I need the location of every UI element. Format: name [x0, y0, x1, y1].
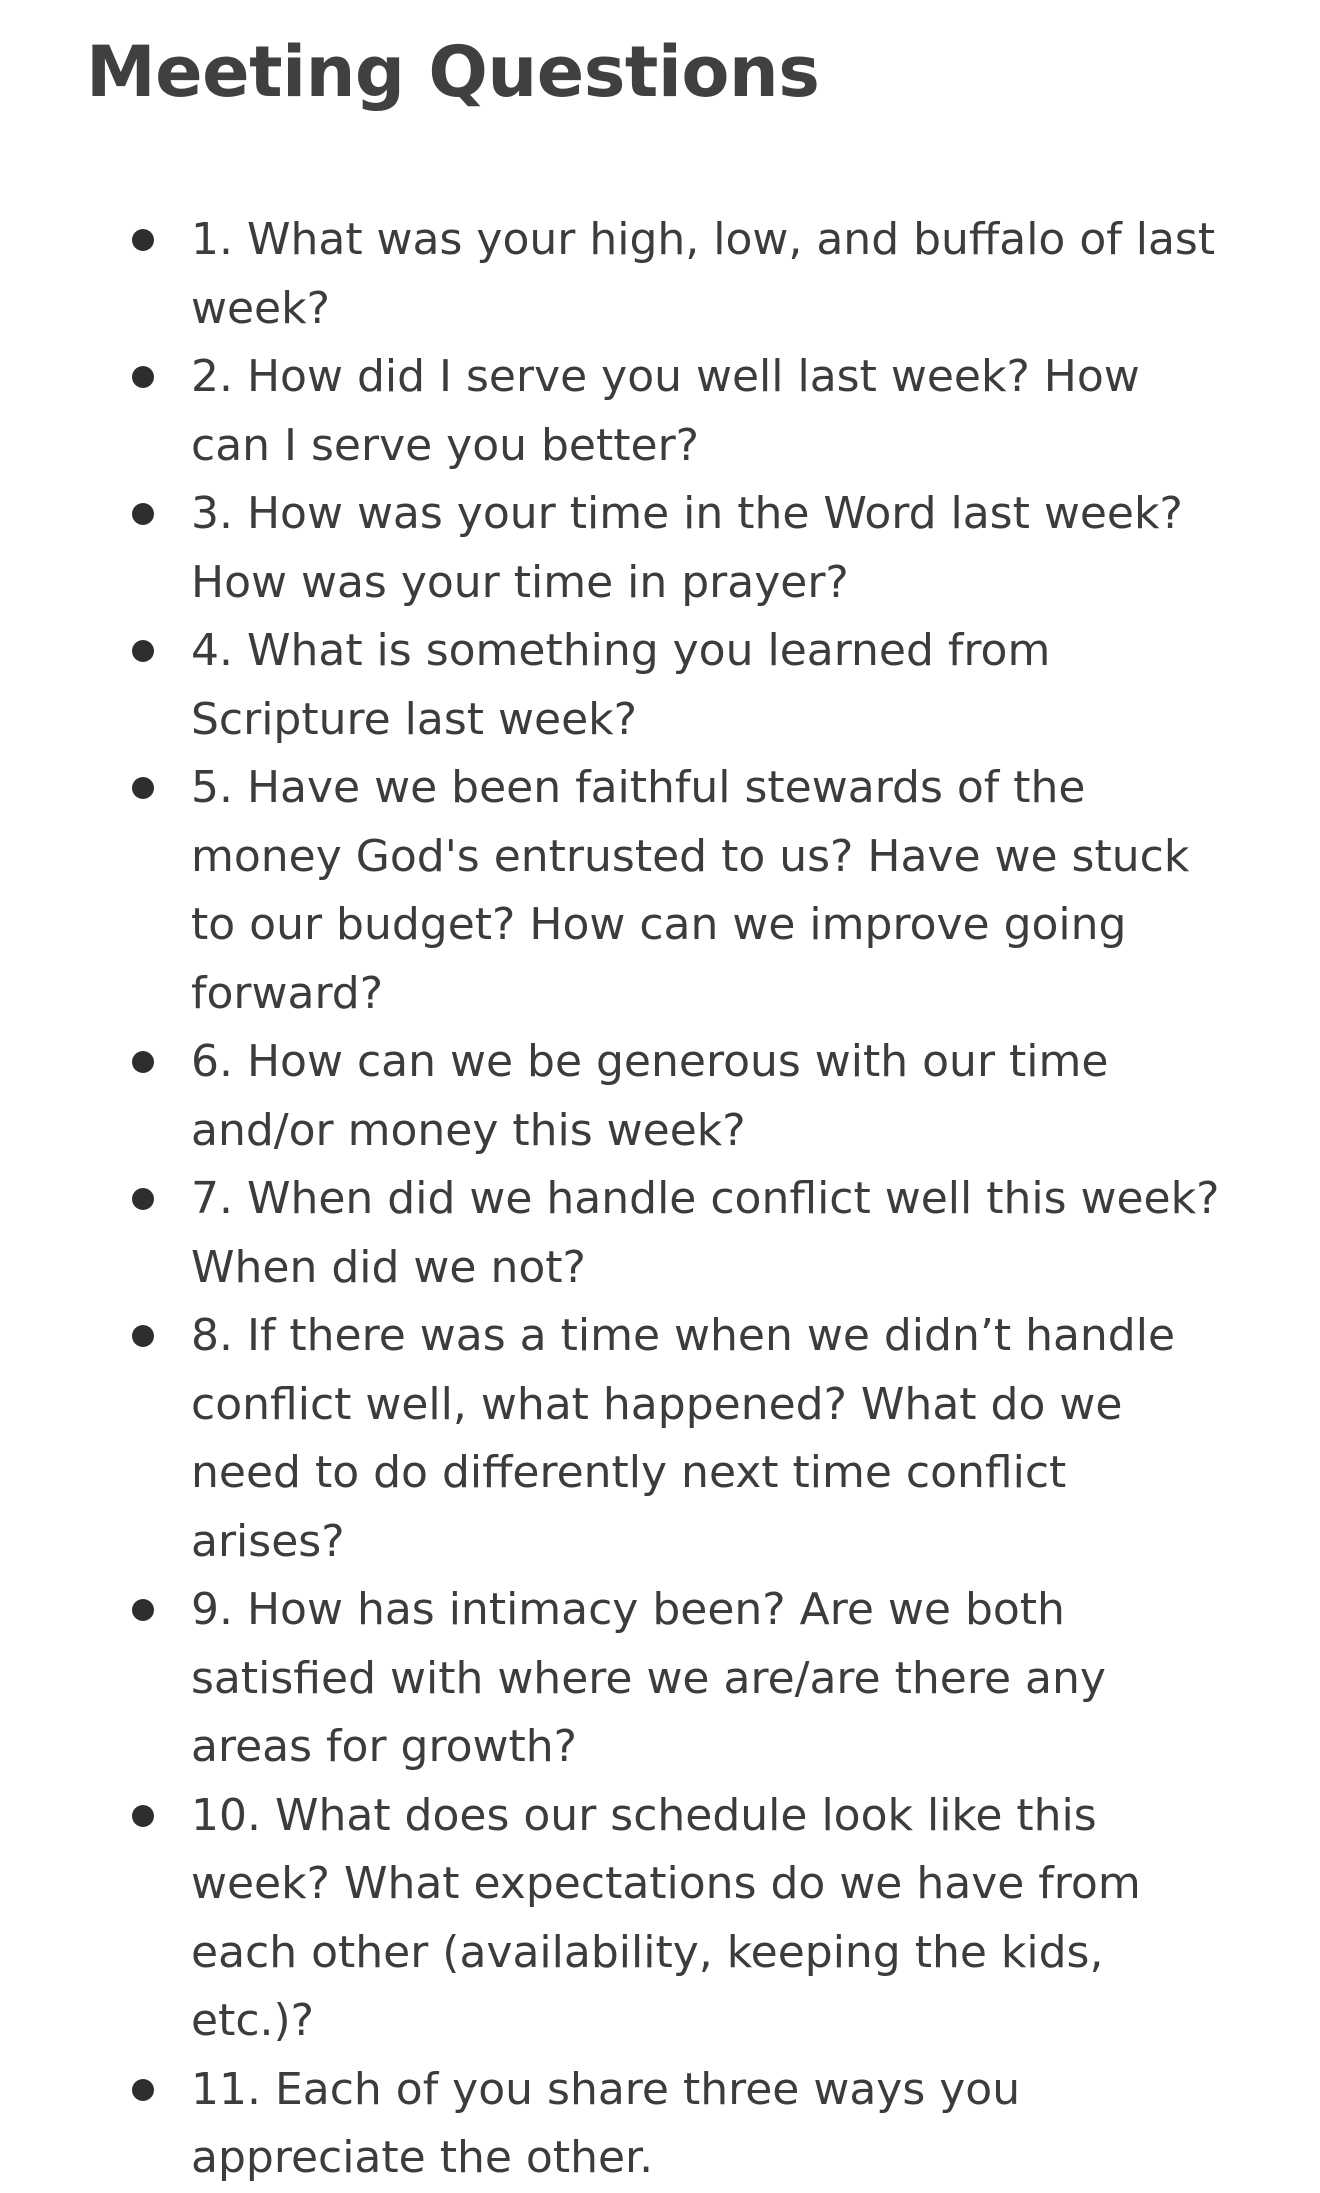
list-item [0, 206, 1231, 343]
question-text: 6. How can we be generous with our time and/or money this week? [191, 1036, 1109, 1156]
bullet-icon [132, 366, 154, 388]
bullet-icon [132, 2079, 154, 2101]
list-item [0, 1782, 1231, 2056]
question-text: 8. If there was a time when we didn’t handle conflict well, what happened? What do we need to do differently next time conflict arises? [191, 1310, 1176, 1567]
question-text: 3. How was your time in the Word last week? How was your time in prayer? [191, 488, 1183, 608]
list-item [0, 343, 1231, 480]
page-title: Meeting Questions [86, 31, 820, 113]
list-item [0, 1302, 1231, 1576]
bullet-icon [132, 1051, 154, 1073]
question-text: 5. Have we been faithful stewards of the money God's entrusted to us? Have we stuck to our budget? How can we improve going forward? [191, 762, 1190, 1019]
question-text: 11. Each of you share three ways you appreciate the other. [191, 2063, 1021, 2183]
question-text: 9. How has intimacy been? Are we both satisfied with where we are/are there any areas for growth? [191, 1584, 1106, 1772]
question-text: 7. When did we handle conflict well this week? When did we not? [191, 1173, 1220, 1293]
question-text: 4. What is something you learned from Scripture last week? [191, 625, 1051, 745]
list-item [0, 1165, 1231, 1302]
list-item [0, 754, 1231, 1028]
bullet-icon [132, 1805, 154, 1827]
list-item [0, 1028, 1231, 1165]
bullet-icon [132, 229, 154, 251]
list-item [0, 617, 1231, 754]
bullet-icon [132, 503, 154, 525]
bullet-icon [132, 777, 154, 799]
question-text: 2. How did I serve you well last week? How can I serve you better? [191, 351, 1140, 471]
bullet-icon [132, 1599, 154, 1621]
bullet-icon [132, 1188, 154, 1210]
question-list [0, 206, 1320, 2193]
bullet-icon [132, 640, 154, 662]
question-text: 1. What was your high, low, and buffalo of last week? [191, 214, 1216, 334]
list-item [0, 2056, 1231, 2193]
question-text: 10. What does our schedule look like this week? What expectations do we have from each other (availability, keeping the kids, etc.)? [191, 1789, 1141, 2046]
bullet-icon [132, 1325, 154, 1347]
list-item [0, 1576, 1231, 1782]
list-item [0, 480, 1231, 617]
